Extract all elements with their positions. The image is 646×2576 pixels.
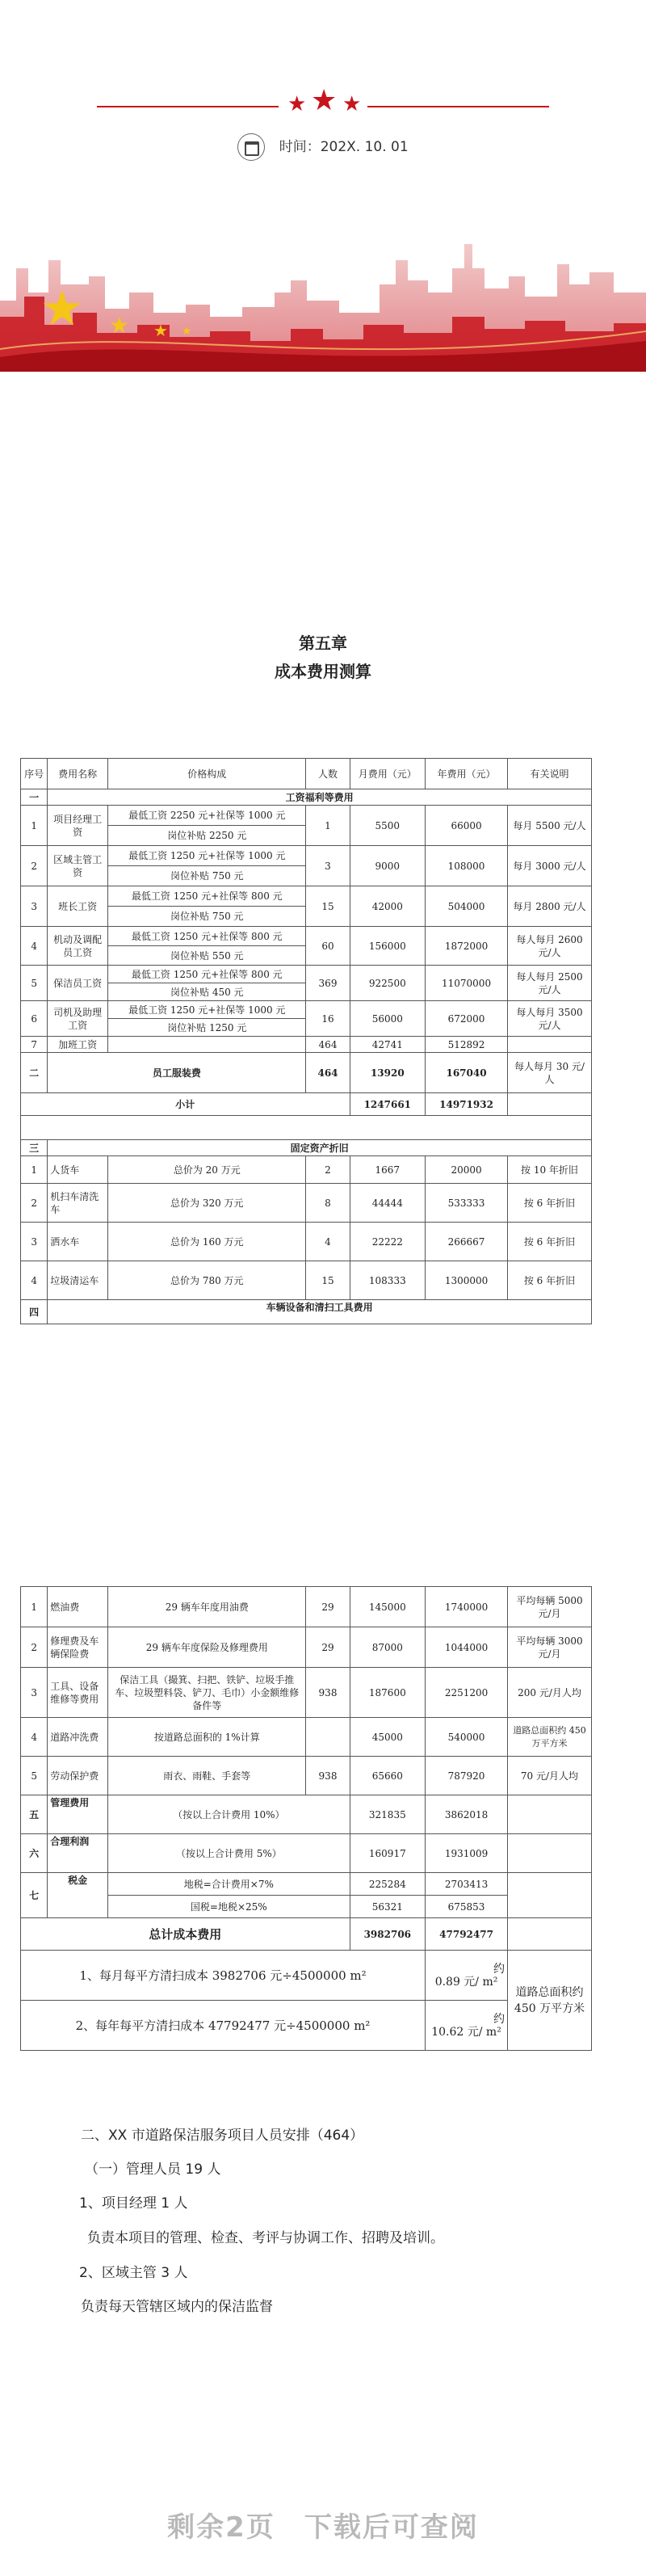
table-row: 4 垃圾清运车 总价为 780 万元 15 108333 1300000 按 6 年折旧	[21, 1261, 592, 1300]
star-icon: ★	[342, 92, 362, 116]
table-row: 4 机动及调配员工资 最低工资 1250 元+社保等 800 元 60 156000 1872000 每人每月 2600 元/人	[21, 927, 592, 946]
calc-row: 2、每年每平方清扫成本 47792477 元÷4500000 m² 约 10.62 元/ m²	[21, 2001, 592, 2051]
table-row: 1 项目经理工资 最低工资 2250 元+社保等 1000 元 1 5500 66000 每月 5500 元/人	[21, 806, 592, 826]
table-row: 2 修理费及车辆保险费 29 辆车年度保险及修理费用 29 87000 1044000 平均每辆 3000 元/月	[21, 1627, 592, 1668]
table-row: 3 工具、设备维修等费用 保洁工具（撮箕、扫把、铁铲、垃圾手推车、垃圾塑料袋、铲刀、毛巾）小金额维修备件等 938 187600 2251200 200 元/月人均	[21, 1668, 592, 1718]
section2-item1-desc: 负责本项目的管理、检查、考评与协调工作、招聘及培训。	[87, 2230, 444, 2246]
table-row: 2 机扫车清洗车 总价为 320 万元 8 44444 533333 按 6 年折旧	[21, 1184, 592, 1223]
chapter-title: 第五章	[299, 633, 347, 653]
section2-item1: 1、项目经理 1 人	[79, 2195, 188, 2212]
table-row: 3 洒水车 总价为 160 万元 4 22222 266667 按 6 年折旧	[21, 1223, 592, 1261]
time-row	[0, 133, 646, 161]
svg-text:★: ★	[153, 321, 168, 340]
section-row: 三 固定资产折旧	[21, 1140, 592, 1156]
star-icon: ★	[287, 92, 307, 116]
section2-item2-desc: 负责每天管辖区域内的保洁监督	[81, 2299, 273, 2315]
header-line-left	[97, 106, 279, 107]
table-row: 七 税金 地税=合计费用×7% 225284 2703413	[21, 1873, 592, 1896]
section-title: 成本费用测算	[275, 662, 371, 681]
table-header-row: 序号 费用名称 价格构成 人数 月费用（元） 年费用（元） 有关说明	[21, 759, 592, 789]
section2-item2: 2、区域主管 3 人	[79, 2265, 188, 2281]
table-row: 二 员工服装费 464 13920 167040 每人每月 30 元/人	[21, 1053, 592, 1093]
table-row: 3 班长工资 最低工资 1250 元+社保等 800 元 15 42000 504000 每月 2800 元/人	[21, 886, 592, 907]
section-row: 一 工资福利等费用	[21, 789, 592, 806]
table-row: 1 燃油费 29 辆车年度用油费 29 145000 1740000 平均每辆 5000 元/月	[21, 1587, 592, 1627]
svg-text:★: ★	[182, 325, 192, 338]
table-row: 2 区域主管工资 最低工资 1250 元+社保等 1000 元 3 9000 108000 每月 3000 元/人	[21, 846, 592, 866]
total-row: 总计成本费用 3982706 47792477	[21, 1918, 592, 1951]
table-row: 5 劳动保护费 雨衣、雨鞋、手套等 938 65660 787920 70 元/月人均	[21, 1757, 592, 1795]
table-row: 4 道路冲洗费 按道路总面积的 1%计算 45000 540000 道路总面积约 450 万平方米	[21, 1718, 592, 1757]
calc-row: 1、每月每平方清扫成本 3982706 元÷4500000 m² 约 0.89 元/ m² 道路总面积约 450 万平方米	[21, 1951, 592, 2001]
table-row: 1 人货车 总价为 20 万元 2 1667 20000 按 10 年折旧	[21, 1156, 592, 1184]
section2-heading: 二、XX 市道路保洁服务项目人员安排（464）	[81, 2128, 364, 2144]
calendar-icon	[237, 133, 265, 161]
download-watermark[interactable]: 剩余2页 下载后可查阅	[167, 2511, 479, 2544]
table-row: 6 司机及助理工资 最低工资 1250 元+社保等 1000 元 16 56000 672000 每人每月 3500 元/人	[21, 1001, 592, 1019]
cost-table-1: 序号 费用名称 价格构成 人数 月费用（元） 年费用（元） 有关说明 一 工资福利等费用 1 项目经理工资 最低工资 2250 元+社保等 1000 元 1 5500 66000 每月 5500 元/人 岗位补贴 2250 元 2 区域主管工资 最低工资 1250 元+社保等 1000 元 3 9000 108000 每月 3000 元/人 岗位补贴 750 元 3 班长工资 最低工资 1250 元+社保等 800 元 15 42000 504000 每月 2800 元/人 岗位补贴 750 元 4 机动及调配员工资 最低工资 1250 元+社保等 800 元 60 156000 1872000 每人每月 2600 元/人 岗位补贴 550 元 5 保洁员工资 最低工资 1250 元+社保等 800 元 369 922500 11070000 每人每月 2500 元/人 岗位补贴 450 元 6 司机及助理工资 最低工资 1250 元+社保等 1000 元 16 56000 672000 每人每月 3500 元/人 岗位补贴 1250 元 7 加班工资 464 42741 512892 二 员工服装费 464 13920 167040 每人每月 30 元/人 小计 1247661 14971932 三 固定资产折旧 1 人货车 总价为 20 万元 2 1667 20000 按 10 年折旧 2 机扫车清洗车 总价为 320 万元 8 44444 533333 按 6 年折旧 3 洒水车 总价为 160 万元 4 22222 266667 按 6 年折旧 4 垃圾清运车 总价为 780 万元 15 108333 1300000 按 6 年折旧 四 车辆设备和清扫工具费用	[20, 758, 592, 1324]
banner-skyline	[0, 236, 646, 372]
banner-star-big: ★	[40, 280, 84, 337]
svg-text:★: ★	[109, 312, 130, 339]
table-row: 5 保洁员工资 最低工资 1250 元+社保等 800 元 369 922500 11070000 每人每月 2500 元/人	[21, 966, 592, 983]
subtotal-row: 小计 1247661 14971932	[21, 1093, 592, 1116]
section2-sub1: （一）管理人员 19 人	[85, 2161, 221, 2178]
header-line-right	[367, 106, 549, 107]
star-icon: ★	[311, 84, 338, 117]
time-label: 时间：202X. 10. 01	[279, 139, 409, 155]
table-row: 六 合理利润 （按以上合计费用 5%） 160917 1931009	[21, 1834, 592, 1873]
cost-table-2: 1 燃油费 29 辆车年度用油费 29 145000 1740000 平均每辆 5000 元/月 2 修理费及车辆保险费 29 辆车年度保险及修理费用 29 87000 1044000 平均每辆 3000 元/月 3 工具、设备维修等费用 保洁工具（撮箕、扫把、铁铲、垃圾手推车、垃圾塑料袋、铲刀、毛巾）小金额维修备件等 938 187600 2251200 200 元/月人均 4 道路冲洗费 按道路总面积的 1%计算 45000 540000 道路总面积约 450 万平方米 5 劳动保护费 雨衣、雨鞋、手套等 938 65660 787920 70 元/月人均 五 管理费用 （按以上合计费用 10%） 321835 3862018 六 合理利润 （按以上合计费用 5%） 160917 1931009 七 税金 地税=合计费用×7% 225284 2703413 国税=地税×25% 56321 675853 总计成本费用 3982706 47792477 1、每月每平方清扫成本 3982706 元÷4500000 m² 约 0.89 元/ m² 道路总面积约 450 万平方米 2、每年每平方清扫成本 47792477 元÷4500000 m² 约 10.62 元/ m²	[20, 1586, 592, 2051]
table-row: 五 管理费用 （按以上合计费用 10%） 321835 3862018	[21, 1795, 592, 1834]
table-row: 7 加班工资 464 42741 512892	[21, 1037, 592, 1053]
section-row: 四 车辆设备和清扫工具费用	[21, 1300, 592, 1324]
